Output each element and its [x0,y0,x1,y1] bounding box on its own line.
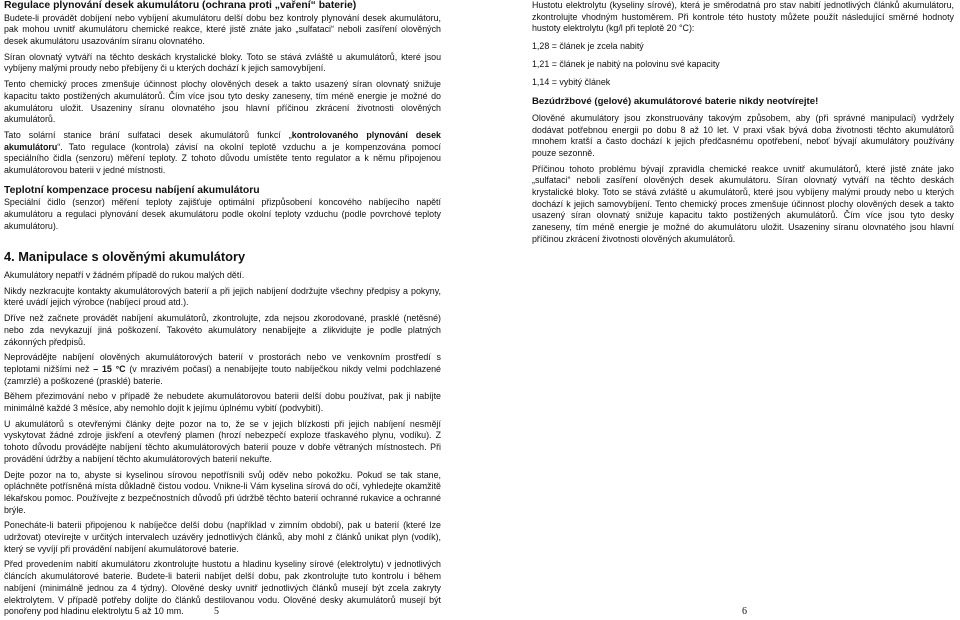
temperature-limit: – 15 °C [93,363,126,374]
section-4-paragraph-6: U akumulátorů s otevřenými články dejte pozor na to, že se v jejich blízkosti při jejich nabíjení nesmějí vyskytovat žádné zdroje jiskření a otevřený plamen (hrozí nebezpečí exploze třaskavého plynu, vodíku). Z tohoto důvodu provádějte nabíjení těchto akumulátorových baterií pouze v dobře větraných místnostech. Při provádění údržby a nabíjení těchto akumulátorových baterií nekuřte. [4,418,441,464]
density-list [532,41,954,88]
regulation-paragraph-2: Síran olovnatý vytváří na těchto deskách krystalické bloky. Toto se stává zvláště u akumulátorů, které jsou vybíjeny malými proudy nebo přebíjeny či u kterých dochází k jejich samovybíjení. [4,51,441,74]
regulation-paragraph-4 [4,130,441,177]
density-item-discharged: 1,14 = vybitý článek [532,76,611,87]
regulation-paragraph-4-part-1: Tato solární stanice brání sulfataci desek akumulátorů funkcí „ [4,129,292,140]
sulfation-paragraph: Příčinou tohoto problému bývají zpravidla chemické reakce uvnitř akumulátorů, které jistě znáte jako „sulfataci“ neboli zasíření olověných desek akumulátoru. Síran olovnatý vytváří na těchto deskách krystalické bloky. Toto se stává zvláště u akumulátorů, které jsou vybíjeny malými proudy nebo u kterých dochází k jejich samovybíjení. Tento chemický proces zmenšuje účinnost plochy olověných desek a takto usazený síran olovnatý snižuje kapacitu takto postižených akumulátorů. Čím více jsou tyto desky zaneseny, tím méně energie je možné do akumulátoru uložit. Usazeniny síranu olovnatého jsou hlavní příčinou zkrácení životnosti olověných akumulátorů. [532,163,954,244]
temperature-heading: Teplotní kompenzace procesu nabíjení akumulátoru [4,184,260,196]
section-4-paragraph-8: Ponecháte-li baterii připojenou k nabíječce delší dobu (například v zimním období), pak u baterií (které lze udržovat) otevírejte v určitých intervalech uzávěry jednotlivých článků, aby mohl z článků unikat plyn (vodík), který se vyvíjí při provádění nabíjení akumulátorové baterie. [4,520,441,554]
regulation-paragraph-4-part-2: “. Tato regulace (kontrola) závisí na okolní teplotě vzduchu a je kompenzována pomocí speciálního čidla (senzoru) měření teploty. Z tohoto důvodu umístěte tento regulator a k němu připojenou akumulátorovou baterii v jedné místnosti. [4,141,441,176]
regulation-heading: Regulace plynování desek akumulátoru (ochrana proti „vaření“ baterie) [4,0,357,11]
section-4-paragraph-4-part-1: Neprovádějte nabíjení olověných akumulátorových baterií v prostorách nebo ve venkovním prostředí s teplotami nižšími než [4,352,441,374]
density-item-charged: 1,28 = článek je zcela nabitý [532,41,644,52]
section-4-paragraph-2: Nikdy nezkracujte kontakty akumulátorových baterií a při jejich nabíjení dodržujte všechny předpisy a pokyny, které uvádí jejich výrobce (nabíjecí proud atd.). [4,285,441,308]
section-4-paragraph-7: Dejte pozor na to, abyste si kyselinou sírovou nepotřísnili svůj oděv nebo pokožku. Pokud se tak stane, opláchněte potřísněná místa důkladně čistou vodou. Vnikne-li Vám kyselina sírová do očí, vyhledejte okamžitě lékařskou pomoc. Používejte z bezpečnostních důvodů při údržbě těchto baterií ochranné rukavice a ochranné brýle. [4,469,441,515]
lifetime-paragraph: Olověné akumulátory jsou zkonstruovány takovým způsobem, aby (při správné manipulaci) vydržely dodávat potřebnou energii po dobu 8 až 10 let. V praxi však bývá doba životnosti těchto akumulátorů mnohem kratší a často dochází k jejich předčasnému opotřebení, neboť bývají akumulátory používány pouze sezonně. [532,112,954,158]
section-4-paragraph-3: Dříve než začnete provádět nabíjení akumulátorů, zkontrolujte, zda nejsou zkorodované, prasklé (netěsné) nebo zda nevykazují jiná poškození. Takovéto akumulátory nenabíjejte a zlikvidujte je podle platných zákonných předpisů. [4,313,441,347]
section-4-paragraph-1: Akumulátory nepatří v žádném případě do rukou malých dětí. [4,270,245,280]
density-item-half: 1,21 = článek je nabitý na polovinu své kapacity [532,58,720,69]
temperature-paragraph: Speciální čidlo (senzor) měření teploty zajišťuje optimální přizpůsobení koncového nabíjecího napětí akumulátoru a regulaci plynování desek akumulátoru podle okolní teploty vzduchu (podle povrchové teploty akumulátoru). [4,197,441,231]
density-paragraph: Hustotu elektrolytu (kyseliny sírové), která je směrodatná pro stav nabití jednotlivých článků akumulátoru, zkontrolujte vhodným hustoměrem. Při kontrole této hustoty můžete použít následující směrné hodnoty hustoty elektrolytu (kg/l při teplotě 20 °C): [532,0,954,34]
gel-battery-warning: Bezúdržbové (gelové) akumulátorové baterie nikdy neotvírejte! [532,96,819,108]
section-4-paragraph-4 [4,352,441,387]
left-column [4,0,441,232]
right-column [532,0,954,246]
section-4-paragraph-5: Během přezimování nebo v případě že nebudete akumulátorovou baterii delší dobu používat, pak ji nabíjte minimálně každé 3 měsíce, aby nemohlo dojít k jejímu úplnému vybití (podvybití). [4,391,441,414]
section-4-paragraph-9: Před provedením nabití akumulátoru zkontrolujte hustotu a hladinu kyseliny sírové (elektrolytu) v jednotlivých článcích akumulátorové baterie. Budete-li baterii nabíjet delší dobu, pak zkontrolujte tuto kontrolu i během nabíjení (minimálně jednou za 4 týdny). Olověné desky uvnitř jednotlivých článků musejí být zcela zakryty elektrolytem. V případě potřeby dolijte do článků destilovanou vodu. Olověné desky akumulátorů musejí být ponořeny pod hladinu elektrolytu 5 až 10 mm. [4,559,441,617]
regulation-paragraph-3: Tento chemický proces zmenšuje účinnost plochy olověných desek a takto usazený síran olovnatý snižuje kapacitu takto postižených akumulátorů. Čím více jsou tyto desky zaneseny, tím méně energie je možné do akumulátoru uložit. Usazeniny síranu olovnatého jsou hlavní příčinou zkrácení životnosti olověných akumulátorů. [4,79,441,125]
section-4-paragraph-4-part-2: (v mrazivém počasí) a nenabíjejte touto nabíječkou nikdy velmi podchlazené (zamrzlé) a poškozené (prasklé) baterie. [4,363,441,386]
page-number-left: 5 [214,606,219,617]
regulation-paragraph-4-bold: kontrolovaného plynování desek akumulátoru [4,129,441,152]
regulation-paragraph-1: Budete-li provádět dobíjení nebo vybíjení akumulátoru delší dobu bez kontroly plynování desek akumulátoru, pak mohou uvnitř akumulátoru chemické reakce, které jistě znáte jako „sulfataci“ neboli zasíření olověných desek akumulátoru usazováním síranu olovnatého. [4,12,441,46]
section-4-heading: 4. Manipulace s olověnými akumulátory [4,249,246,264]
section-4 [4,249,441,618]
page-number-right: 6 [742,606,747,617]
